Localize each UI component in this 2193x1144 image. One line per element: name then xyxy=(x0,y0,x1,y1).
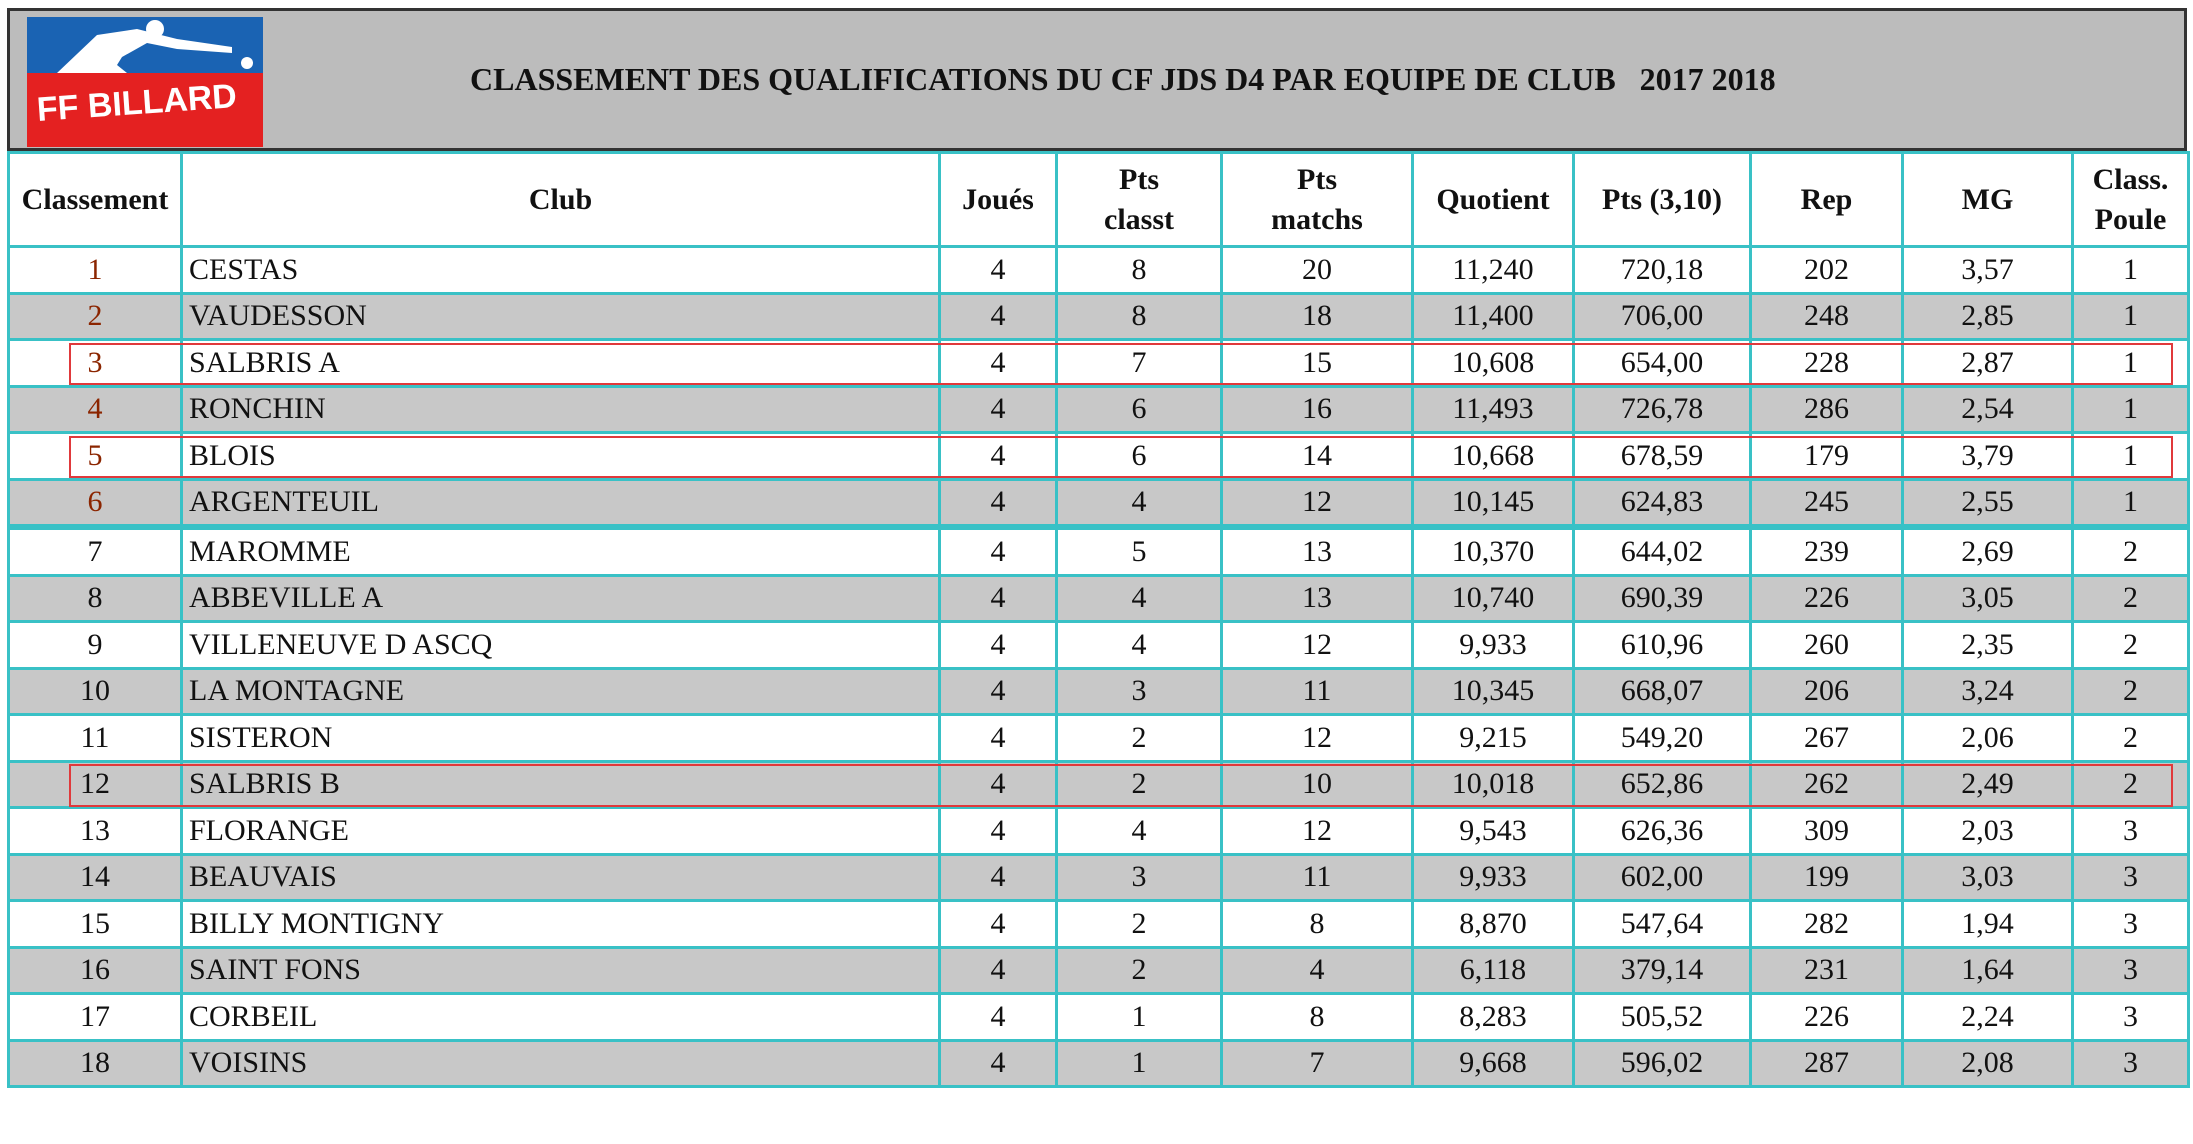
table-row xyxy=(9,808,2189,855)
cell-pts-matchs: 20 xyxy=(1222,247,1413,294)
cell-pts-matchs: 16 xyxy=(1222,386,1413,433)
cell-rank: 18 xyxy=(9,1040,182,1087)
cell-quotient: 8,870 xyxy=(1413,901,1574,948)
cell-quotient: 9,668 xyxy=(1413,1040,1574,1087)
cell-pts-310: 652,86 xyxy=(1574,761,1751,808)
col-header-class-poule-line2: Poule xyxy=(2094,202,2167,236)
cell-mg: 2,35 xyxy=(1903,622,2073,669)
col-header-pts-classt xyxy=(1057,153,1222,247)
cell-pts-matchs: 13 xyxy=(1222,575,1413,622)
table-row xyxy=(9,1040,2189,1087)
cell-pts-310: 596,02 xyxy=(1574,1040,1751,1087)
cell-class-poule: 1 xyxy=(2073,247,2189,294)
cell-joues: 4 xyxy=(940,668,1057,715)
cell-rank: 5 xyxy=(9,433,182,480)
cell-rank: 2 xyxy=(9,293,182,340)
cell-pts-310: 610,96 xyxy=(1574,622,1751,669)
cell-club: CESTAS xyxy=(182,247,940,294)
cell-pts-classt: 2 xyxy=(1057,947,1222,994)
cell-rep: 267 xyxy=(1751,715,1903,762)
cell-mg: 2,69 xyxy=(1903,527,2073,575)
cell-mg: 2,03 xyxy=(1903,808,2073,855)
cell-pts-classt: 8 xyxy=(1057,293,1222,340)
cell-class-poule: 1 xyxy=(2073,386,2189,433)
cell-rep: 179 xyxy=(1751,433,1903,480)
cell-rank: 4 xyxy=(9,386,182,433)
col-header-pts-310: Pts (3,10) xyxy=(1574,153,1751,247)
cell-pts-310: 602,00 xyxy=(1574,854,1751,901)
cell-pts-310: 706,00 xyxy=(1574,293,1751,340)
cell-joues: 4 xyxy=(940,575,1057,622)
cell-mg: 3,24 xyxy=(1903,668,2073,715)
cell-club: BEAUVAIS xyxy=(182,854,940,901)
table-row xyxy=(9,340,2189,387)
cell-rep: 239 xyxy=(1751,527,1903,575)
table-row xyxy=(9,761,2189,808)
cell-mg: 3,79 xyxy=(1903,433,2073,480)
cell-pts-310: 678,59 xyxy=(1574,433,1751,480)
table-row xyxy=(9,668,2189,715)
cell-pts-matchs: 12 xyxy=(1222,808,1413,855)
cell-rep: 309 xyxy=(1751,808,1903,855)
cell-pts-classt: 3 xyxy=(1057,854,1222,901)
cell-pts-classt: 8 xyxy=(1057,247,1222,294)
cell-pts-310: 624,83 xyxy=(1574,479,1751,527)
cell-pts-matchs: 7 xyxy=(1222,1040,1413,1087)
cell-rank: 8 xyxy=(9,575,182,622)
table-row xyxy=(9,527,2189,575)
cell-pts-310: 549,20 xyxy=(1574,715,1751,762)
cell-pts-matchs: 11 xyxy=(1222,854,1413,901)
cell-quotient: 11,493 xyxy=(1413,386,1574,433)
cell-pts-310: 379,14 xyxy=(1574,947,1751,994)
cell-mg: 2,54 xyxy=(1903,386,2073,433)
table-row xyxy=(9,479,2189,527)
cell-class-poule: 2 xyxy=(2073,668,2189,715)
cell-class-poule: 3 xyxy=(2073,1040,2189,1087)
ff-billard-logo xyxy=(27,17,263,147)
cell-quotient: 10,668 xyxy=(1413,433,1574,480)
cell-class-poule: 3 xyxy=(2073,994,2189,1041)
cell-rep: 228 xyxy=(1751,340,1903,387)
cell-rank: 13 xyxy=(9,808,182,855)
cell-pts-matchs: 12 xyxy=(1222,479,1413,527)
cell-joues: 4 xyxy=(940,340,1057,387)
table-body xyxy=(9,247,2189,1087)
cell-quotient: 10,370 xyxy=(1413,527,1574,575)
cell-joues: 4 xyxy=(940,901,1057,948)
cell-pts-310: 644,02 xyxy=(1574,527,1751,575)
col-header-mg: MG xyxy=(1903,153,2073,247)
cell-class-poule: 2 xyxy=(2073,622,2189,669)
cell-pts-classt: 5 xyxy=(1057,527,1222,575)
cell-class-poule: 3 xyxy=(2073,854,2189,901)
cell-rep: 286 xyxy=(1751,386,1903,433)
cell-quotient: 9,215 xyxy=(1413,715,1574,762)
cell-rep: 226 xyxy=(1751,994,1903,1041)
cell-joues: 4 xyxy=(940,947,1057,994)
cell-club: ARGENTEUIL xyxy=(182,479,940,527)
cell-class-poule: 2 xyxy=(2073,715,2189,762)
cell-club: SALBRIS B xyxy=(182,761,940,808)
cell-joues: 4 xyxy=(940,994,1057,1041)
cell-pts-310: 726,78 xyxy=(1574,386,1751,433)
cell-rank: 16 xyxy=(9,947,182,994)
cell-pts-classt: 4 xyxy=(1057,575,1222,622)
cell-class-poule: 2 xyxy=(2073,575,2189,622)
cell-joues: 4 xyxy=(940,247,1057,294)
col-header-class-poule-line1: Class. xyxy=(2092,162,2169,196)
cell-club: VOISINS xyxy=(182,1040,940,1087)
cell-rep: 202 xyxy=(1751,247,1903,294)
logo-text: FF BILLARD xyxy=(35,77,238,129)
cell-pts-classt: 2 xyxy=(1057,901,1222,948)
col-header-pts-classt-line2: classt xyxy=(1104,202,1174,236)
cell-rep: 245 xyxy=(1751,479,1903,527)
cell-joues: 4 xyxy=(940,808,1057,855)
table-row xyxy=(9,247,2189,294)
cell-mg: 2,55 xyxy=(1903,479,2073,527)
table-row xyxy=(9,715,2189,762)
cell-pts-classt: 6 xyxy=(1057,433,1222,480)
cell-club: FLORANGE xyxy=(182,808,940,855)
cell-joues: 4 xyxy=(940,293,1057,340)
table-header-row xyxy=(9,153,2189,247)
cell-pts-matchs: 8 xyxy=(1222,994,1413,1041)
table-row xyxy=(9,947,2189,994)
table-row xyxy=(9,622,2189,669)
cell-quotient: 9,933 xyxy=(1413,622,1574,669)
cell-club: BLOIS xyxy=(182,433,940,480)
cell-rep: 226 xyxy=(1751,575,1903,622)
cell-club: VAUDESSON xyxy=(182,293,940,340)
cell-class-poule: 2 xyxy=(2073,527,2189,575)
cell-quotient: 8,283 xyxy=(1413,994,1574,1041)
cell-club: ABBEVILLE A xyxy=(182,575,940,622)
table-row xyxy=(9,994,2189,1041)
cell-quotient: 10,018 xyxy=(1413,761,1574,808)
cell-pts-matchs: 14 xyxy=(1222,433,1413,480)
cell-pts-matchs: 4 xyxy=(1222,947,1413,994)
cell-pts-310: 547,64 xyxy=(1574,901,1751,948)
cell-pts-matchs: 12 xyxy=(1222,622,1413,669)
cell-joues: 4 xyxy=(940,761,1057,808)
cell-pts-matchs: 11 xyxy=(1222,668,1413,715)
col-header-joues: Joués xyxy=(940,153,1057,247)
cell-quotient: 10,345 xyxy=(1413,668,1574,715)
cell-pts-classt: 2 xyxy=(1057,761,1222,808)
cell-pts-310: 690,39 xyxy=(1574,575,1751,622)
cell-pts-matchs: 13 xyxy=(1222,527,1413,575)
cell-rank: 11 xyxy=(9,715,182,762)
header-banner xyxy=(7,8,2187,151)
cell-quotient: 10,740 xyxy=(1413,575,1574,622)
cell-rank: 7 xyxy=(9,527,182,575)
table-row xyxy=(9,433,2189,480)
cell-joues: 4 xyxy=(940,715,1057,762)
cell-mg: 2,06 xyxy=(1903,715,2073,762)
table-row xyxy=(9,854,2189,901)
cell-rep: 282 xyxy=(1751,901,1903,948)
cell-pts-classt: 4 xyxy=(1057,622,1222,669)
cell-pts-310: 668,07 xyxy=(1574,668,1751,715)
cell-club: CORBEIL xyxy=(182,994,940,1041)
cell-quotient: 9,543 xyxy=(1413,808,1574,855)
cell-rank: 17 xyxy=(9,994,182,1041)
col-header-quotient: Quotient xyxy=(1413,153,1574,247)
col-header-rep: Rep xyxy=(1751,153,1903,247)
cell-pts-classt: 6 xyxy=(1057,386,1222,433)
cell-quotient: 6,118 xyxy=(1413,947,1574,994)
cell-quotient: 9,933 xyxy=(1413,854,1574,901)
cell-mg: 2,49 xyxy=(1903,761,2073,808)
cell-class-poule: 3 xyxy=(2073,947,2189,994)
table-row xyxy=(9,901,2189,948)
cell-rep: 287 xyxy=(1751,1040,1903,1087)
cell-rank: 1 xyxy=(9,247,182,294)
col-header-class-poule xyxy=(2073,153,2189,247)
cell-club: BILLY MONTIGNY xyxy=(182,901,940,948)
col-header-pts-matchs-line1: Pts xyxy=(1297,162,1337,196)
cell-rep: 248 xyxy=(1751,293,1903,340)
cell-mg: 3,57 xyxy=(1903,247,2073,294)
cell-pts-matchs: 18 xyxy=(1222,293,1413,340)
cell-rank: 3 xyxy=(9,340,182,387)
cell-class-poule: 1 xyxy=(2073,479,2189,527)
cell-class-poule: 3 xyxy=(2073,808,2189,855)
cell-pts-310: 505,52 xyxy=(1574,994,1751,1041)
cell-pts-310: 654,00 xyxy=(1574,340,1751,387)
cell-joues: 4 xyxy=(940,1040,1057,1087)
cell-mg: 2,08 xyxy=(1903,1040,2073,1087)
cell-mg: 3,03 xyxy=(1903,854,2073,901)
cell-pts-classt: 2 xyxy=(1057,715,1222,762)
cell-joues: 4 xyxy=(940,479,1057,527)
cell-mg: 1,94 xyxy=(1903,901,2073,948)
cell-pts-matchs: 10 xyxy=(1222,761,1413,808)
cell-pts-310: 626,36 xyxy=(1574,808,1751,855)
cell-rep: 231 xyxy=(1751,947,1903,994)
col-header-pts-matchs-line2: matchs xyxy=(1271,202,1363,236)
cell-pts-matchs: 12 xyxy=(1222,715,1413,762)
table-row xyxy=(9,386,2189,433)
cell-pts-classt: 1 xyxy=(1057,1040,1222,1087)
cell-rank: 15 xyxy=(9,901,182,948)
cell-club: SAINT FONS xyxy=(182,947,940,994)
cell-rank: 9 xyxy=(9,622,182,669)
cell-mg: 2,85 xyxy=(1903,293,2073,340)
cell-club: SISTERON xyxy=(182,715,940,762)
cell-joues: 4 xyxy=(940,622,1057,669)
cell-rep: 262 xyxy=(1751,761,1903,808)
cell-pts-classt: 4 xyxy=(1057,479,1222,527)
cell-club: VILLENEUVE D ASCQ xyxy=(182,622,940,669)
cell-rank: 12 xyxy=(9,761,182,808)
cell-club: LA MONTAGNE xyxy=(182,668,940,715)
cell-class-poule: 2 xyxy=(2073,761,2189,808)
cell-class-poule: 1 xyxy=(2073,433,2189,480)
cell-club: RONCHIN xyxy=(182,386,940,433)
cell-joues: 4 xyxy=(940,527,1057,575)
cell-rank: 6 xyxy=(9,479,182,527)
cell-joues: 4 xyxy=(940,433,1057,480)
cell-pts-310: 720,18 xyxy=(1574,247,1751,294)
cell-mg: 3,05 xyxy=(1903,575,2073,622)
cell-rep: 199 xyxy=(1751,854,1903,901)
cell-quotient: 10,608 xyxy=(1413,340,1574,387)
cell-class-poule: 1 xyxy=(2073,293,2189,340)
col-header-classement: Classement xyxy=(9,153,182,247)
cell-class-poule: 1 xyxy=(2073,340,2189,387)
table-row xyxy=(9,575,2189,622)
col-header-pts-matchs xyxy=(1222,153,1413,247)
cell-quotient: 10,145 xyxy=(1413,479,1574,527)
cell-quotient: 11,240 xyxy=(1413,247,1574,294)
col-header-club: Club xyxy=(182,153,940,247)
cell-pts-classt: 7 xyxy=(1057,340,1222,387)
col-header-pts-classt-line1: Pts xyxy=(1119,162,1159,196)
cell-pts-matchs: 8 xyxy=(1222,901,1413,948)
cell-mg: 1,64 xyxy=(1903,947,2073,994)
cell-pts-matchs: 15 xyxy=(1222,340,1413,387)
cell-pts-classt: 4 xyxy=(1057,808,1222,855)
cell-rep: 206 xyxy=(1751,668,1903,715)
cell-rep: 260 xyxy=(1751,622,1903,669)
ranking-table xyxy=(7,151,2190,1088)
cell-rank: 14 xyxy=(9,854,182,901)
cell-pts-classt: 1 xyxy=(1057,994,1222,1041)
cell-class-poule: 3 xyxy=(2073,901,2189,948)
cell-mg: 2,87 xyxy=(1903,340,2073,387)
cell-club: SALBRIS A xyxy=(182,340,940,387)
cell-quotient: 11,400 xyxy=(1413,293,1574,340)
page-title: CLASSEMENT DES QUALIFICATIONS DU CF JDS D4 PAR EQUIPE DE CLUB 2017 2018 xyxy=(470,61,1776,97)
cell-joues: 4 xyxy=(940,386,1057,433)
cell-rank: 10 xyxy=(9,668,182,715)
table-row xyxy=(9,293,2189,340)
cell-pts-classt: 3 xyxy=(1057,668,1222,715)
cell-club: MAROMME xyxy=(182,527,940,575)
cell-joues: 4 xyxy=(940,854,1057,901)
cell-mg: 2,24 xyxy=(1903,994,2073,1041)
